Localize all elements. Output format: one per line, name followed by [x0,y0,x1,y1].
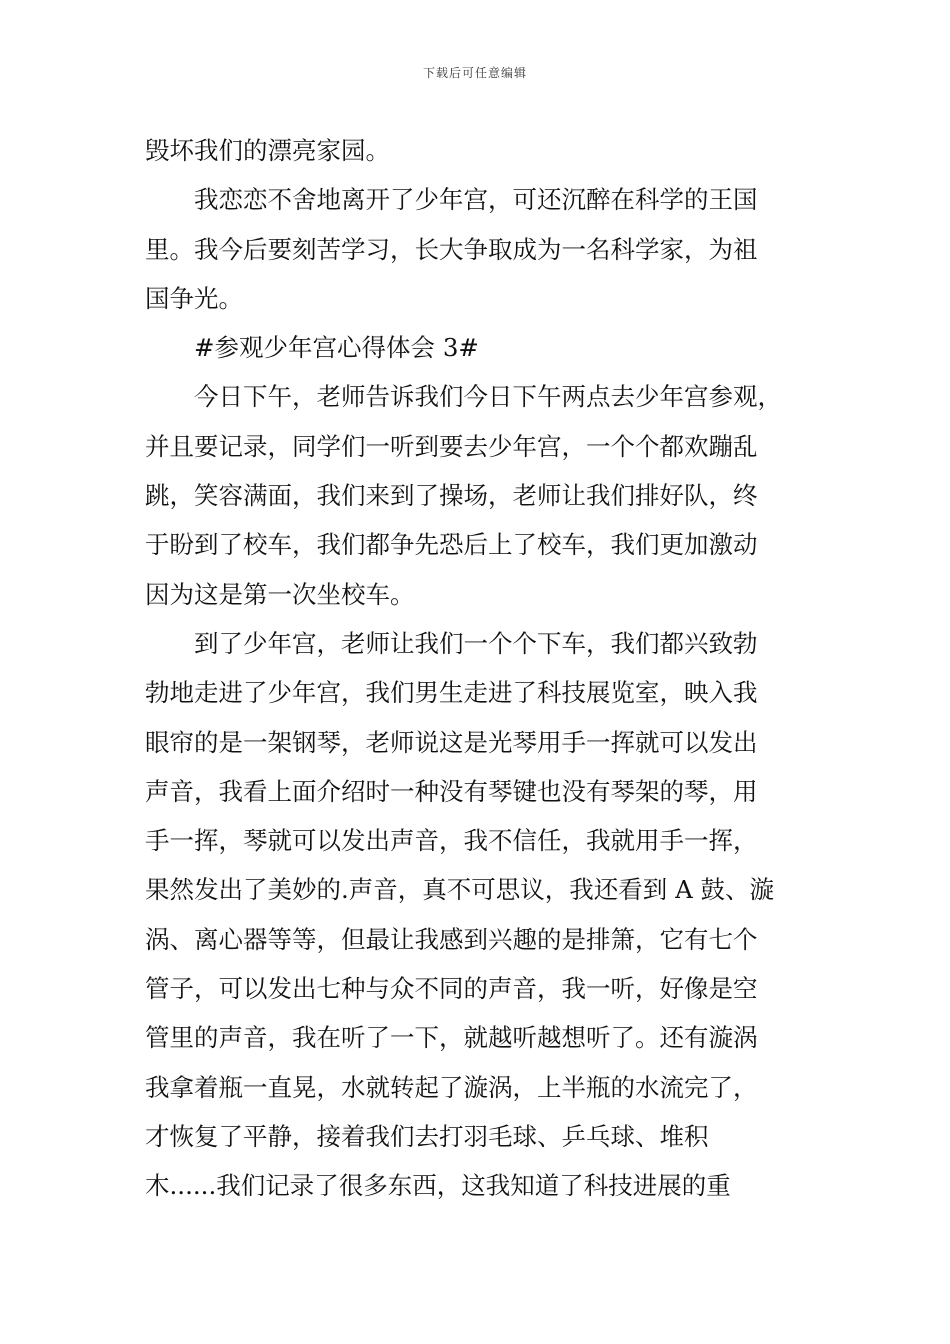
section-heading: #参观少年宫心得体会 3# [194,333,479,363]
text-line: 勃地走进了少年宫，我们男生走进了科技展览室，映入我 [145,678,758,708]
text-line: 果然发出了美妙的.声音，真不可思议，我还看到 A 鼓、漩 [145,875,775,905]
text-line: 并且要记录，同学们一听到要去少年宫，一个个都欢蹦乱 [145,431,758,461]
text-line: 到了少年宫，老师让我们一个个下车，我们都兴致勃 [194,628,758,658]
text-line: 手一挥，琴就可以发出声音，我不信任，我就用手一挥， [145,826,758,856]
text-line: 里。我今后要刻苦学习，长大争取成为一名科学家，为祖 [145,234,758,264]
text-line: 毁坏我们的漂亮家园。 [145,136,390,165]
document-body [145,126,807,1211]
text-line: 管子，可以发出七种与众不同的声音，我一听，好像是空 [145,974,758,1004]
text-line: 跳，笑容满面，我们来到了操场，老师让我们排好队，终 [145,481,758,511]
text-line: 我拿着瓶一直晃，水就转起了漩涡，上半瓶的水流完了， [145,1072,758,1102]
text-line: 今日下午，老师告诉我们今日下午两点去少年宫参观， [194,382,782,412]
text-line: 声音，我看上面介绍时一种没有琴键也没有琴架的琴，用 [145,776,758,806]
text-line: 木......我们记录了很多东西，这我知道了科技进展的重 [145,1171,731,1201]
text-line: 因为这是第一次坐校车。 [145,579,415,609]
text-line: 才恢复了平静，接着我们去打羽毛球、乒乓球、堆积 [145,1121,709,1151]
text-line: 管里的声音，我在听了一下，就越听越想听了。还有漩涡 [145,1023,758,1053]
text-line: 于盼到了校车，我们都争先恐后上了校车，我们更加激动 [145,530,758,560]
text-line: 国争光。 [145,283,243,313]
text-line: 我恋恋不舍地离开了少年宫，可还沉醉在科学的王国 [194,185,758,215]
text-line: 涡、离心器等等，但最让我感到兴趣的是排箫，它有七个 [145,924,758,954]
page-header: 下载后可任意编辑 [422,66,527,80]
text-line: 眼帘的是一架钢琴，老师说这是光琴用手一挥就可以发出 [145,727,758,757]
